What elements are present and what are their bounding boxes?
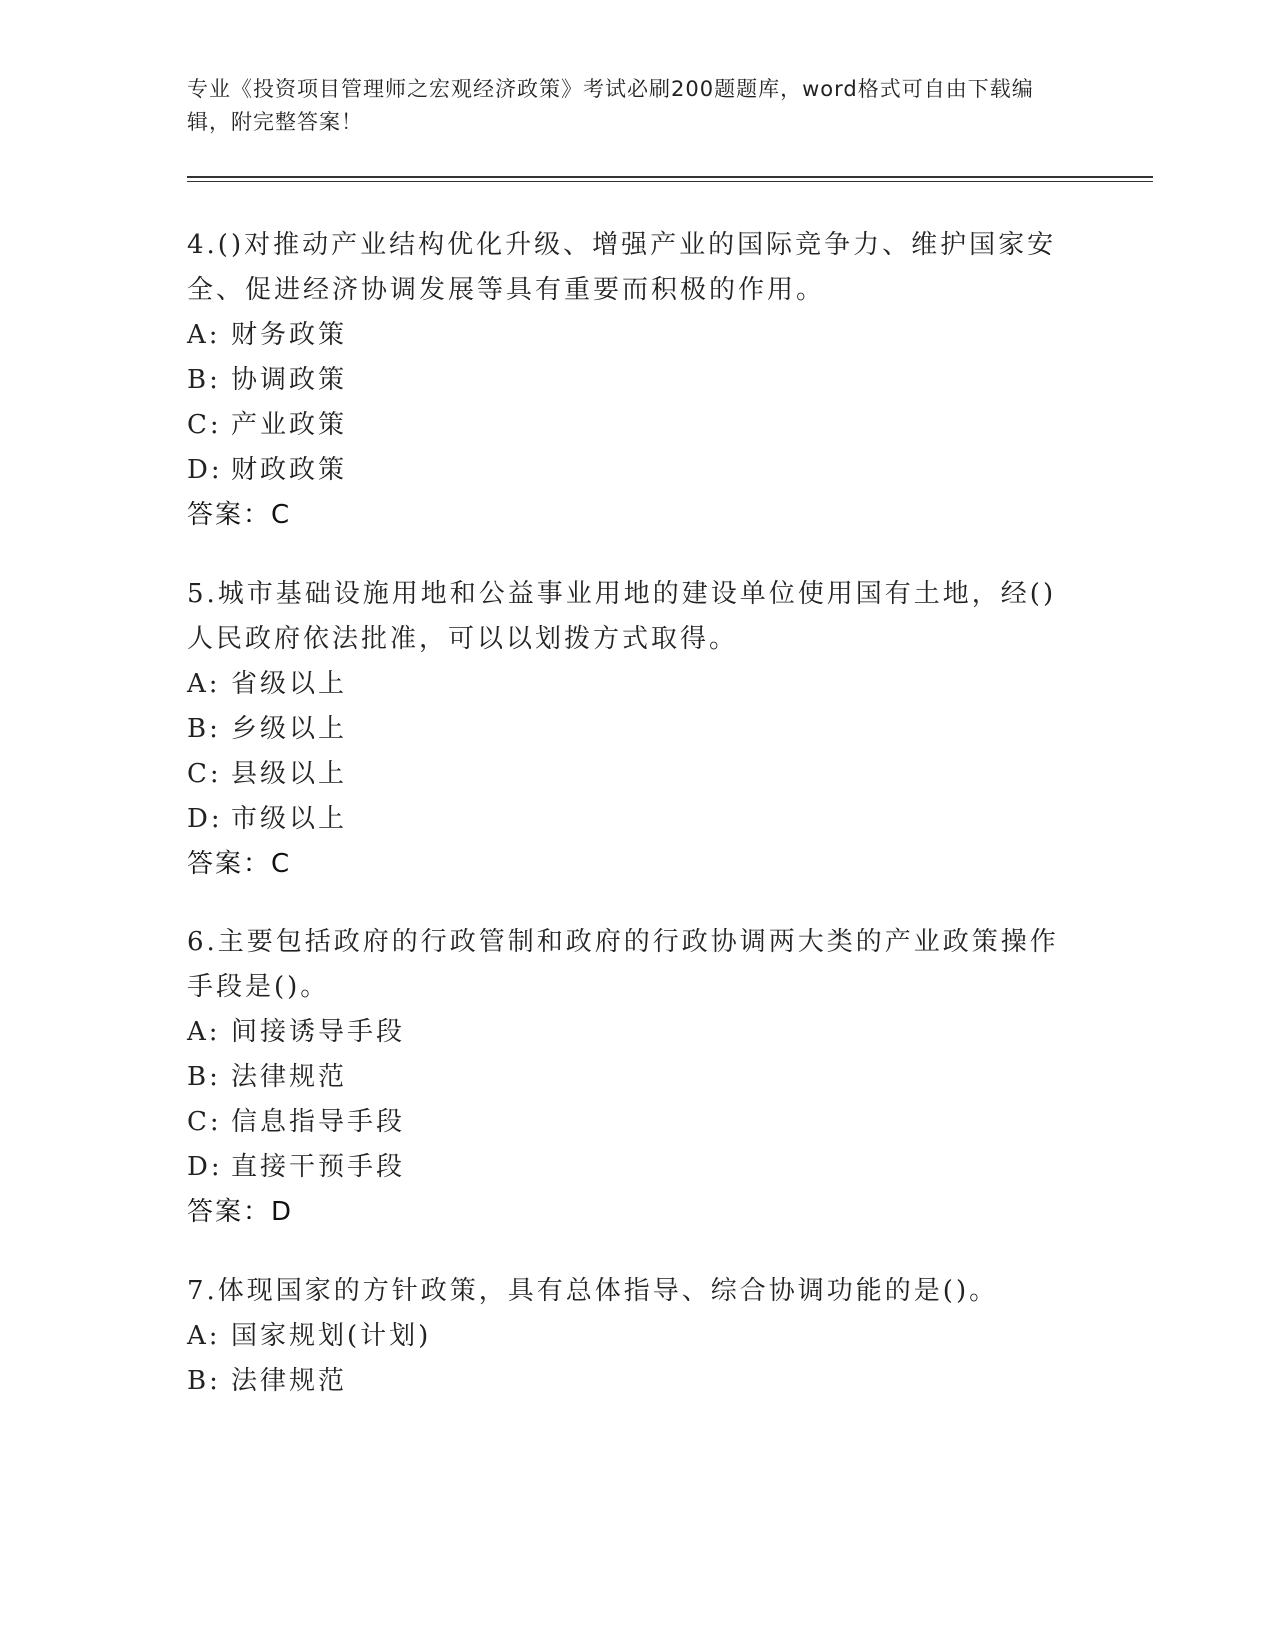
option-letter: A:: [187, 1321, 221, 1351]
question-6: [187, 920, 1067, 1235]
answer-line: [187, 1190, 1067, 1235]
option-c: [187, 752, 1067, 797]
option-a: [187, 1010, 1067, 1055]
option-text: 乡级以上: [231, 714, 348, 744]
document-header-title: 专业《投资项目管理师之宏观经济政策》考试必刷200题题库，word格式可自由下载编辑，附完整答案！: [187, 77, 1034, 134]
header-double-rule: [187, 176, 1153, 182]
question-5: [187, 572, 1067, 887]
option-text: 国家规划(计划): [231, 1321, 432, 1351]
option-letter: B:: [187, 714, 221, 744]
option-text: 间接诱导手段: [231, 1017, 406, 1047]
answer-value: C: [271, 849, 290, 879]
option-b: [187, 358, 1067, 403]
question-stem: 6.主要包括政府的行政管制和政府的行政协调两大类的产业政策操作手段是()。: [187, 927, 1059, 1002]
option-letter: D:: [187, 1152, 223, 1182]
option-letter: C:: [187, 410, 222, 440]
option-text: 法律规范: [231, 1366, 348, 1396]
option-c: [187, 1100, 1067, 1145]
option-letter: B:: [187, 1062, 221, 1092]
answer-label: 答案：: [187, 1197, 272, 1227]
option-text: 信息指导手段: [231, 1107, 406, 1137]
option-b: [187, 707, 1067, 752]
option-letter: B:: [187, 1366, 221, 1396]
question-stem: 5.城市基础设施用地和公益事业用地的建设单位使用国有土地，经()人民政府依法批准，可以以划拨方式取得。: [187, 579, 1057, 654]
option-text: 省级以上: [231, 669, 348, 699]
option-a: [187, 662, 1067, 707]
answer-value: C: [271, 500, 290, 530]
answer-value: D: [271, 1197, 292, 1227]
option-b: [187, 1055, 1067, 1100]
option-a: [187, 1314, 1067, 1359]
option-letter: C:: [187, 759, 222, 789]
option-text: 产业政策: [231, 410, 348, 440]
option-letter: A:: [187, 669, 221, 699]
question-stem: 7.体现国家的方针政策，具有总体指导、综合协调功能的是()。: [187, 1276, 999, 1306]
question-7: [187, 1269, 1067, 1404]
option-text: 财务政策: [231, 320, 348, 350]
option-letter: A:: [187, 1017, 221, 1047]
option-d: [187, 1145, 1067, 1190]
option-text: 市级以上: [231, 804, 348, 834]
question-4: [187, 223, 1067, 538]
question-stem: 4.()对推动产业结构优化升级、增强产业的国际竞争力、维护国家安全、促进经济协调发展等具有重要而积极的作用。: [187, 230, 1057, 305]
option-a: [187, 313, 1067, 358]
option-d: [187, 797, 1067, 842]
option-letter: D:: [187, 804, 223, 834]
option-text: 直接干预手段: [231, 1152, 406, 1182]
option-d: [187, 448, 1067, 493]
option-letter: B:: [187, 365, 221, 395]
option-letter: D:: [187, 455, 223, 485]
option-letter: C:: [187, 1107, 222, 1137]
option-text: 财政政策: [231, 455, 348, 485]
option-text: 法律规范: [231, 1062, 348, 1092]
option-c: [187, 403, 1067, 448]
answer-label: 答案：: [187, 849, 272, 879]
option-letter: A:: [187, 320, 221, 350]
option-text: 县级以上: [231, 759, 348, 789]
answer-label: 答案：: [187, 500, 272, 530]
option-b: [187, 1359, 1067, 1404]
option-text: 协调政策: [231, 365, 348, 395]
answer-line: [187, 842, 1067, 887]
answer-line: [187, 493, 1067, 538]
